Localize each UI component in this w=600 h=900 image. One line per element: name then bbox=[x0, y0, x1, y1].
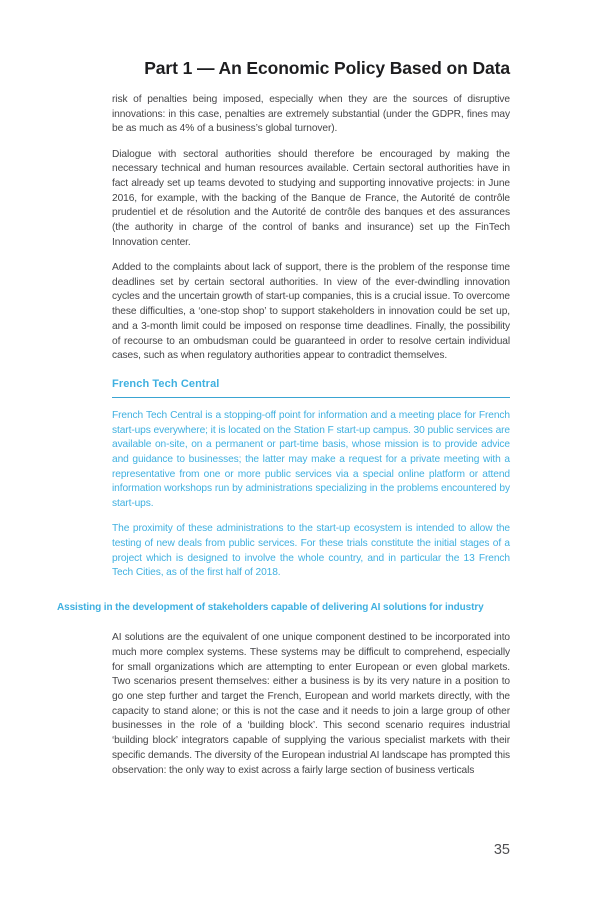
french-tech-central-paragraph-1: French Tech Central is a stopping-off point for information and a meeting place for French start-ups everywhere; it is located on the Station F start-up campus. 30 public services are available on-site, on a permanent or part-time basis, whose mission is to provide advice and guidance to businesses; the latter may make a request for a private meeting with a representative from one or more public services via a special online platform or attend information workshops run by administrations specializing in the problems encountered by start-ups. bbox=[112, 409, 510, 510]
page-title: Part 1 — An Economic Policy Based on Data bbox=[144, 57, 510, 78]
ai-section-paragraph-1: AI solutions are the equivalent of one unique component destined to be incorporated into much more complex systems. These systems may be difficult to comprehend, especially for small organizations which are attempting to enter European or even global markets. Two scenarios present themselves: either a business is by its very nature in a position to go one step further and target the French, European and world markets directly, with the capacity to stand alone; or this is not the case and it needs to join a large group of other businesses in the role of a ‘building block’. This second scenario requires industrial ‘building block’ integrators capable of supplying the various specialist markets with their specific demands. The diversity of the European industrial AI landscape has prompted this observation: the only way to exist across a fairly large section of business verticals bbox=[112, 632, 510, 776]
french-tech-central-heading: French Tech Central bbox=[112, 377, 220, 390]
body-column bbox=[57, 93, 510, 789]
intro-paragraph-1: risk of penalties being imposed, especially when they are the sources of disruptive innovations: in this case, penalties are extremely substantial (under the GDPR, fines may be as much as 4% of a business’s global turnover). bbox=[112, 94, 510, 135]
page-number: 35 bbox=[493, 842, 510, 858]
intro-paragraph-3: Added to the complaints about lack of support, there is the problem of the response time deadlines set by certain sectoral authorities. In view of the ever-dwindling innovation cycles and the uncertain growth of start-up companies, this is a crucial issue. To overcome these difficulties, a ‘one-stop shop’ to support stakeholders in innovation could be set up, and a 3-month limit could be imposed on response time deadlines. Finally, the possibility of recourse to an ombudsman could be guaranteed in order to resolve certain individual cases, such as when regulatory authorities appear to contradict themselves. bbox=[112, 262, 510, 362]
french-tech-central-divider bbox=[112, 397, 510, 398]
french-tech-central-paragraph-2: The proximity of these administrations to the start-up ecosystem is intended to allow the testing of new deals from public services. For these trials constitute the initial stages of a project which is designed to involve the whole country, and in particular the 13 French Tech Cities, as of the first half of 2018. bbox=[112, 523, 510, 579]
intro-paragraph-2: Dialogue with sectoral authorities should therefore be encouraged by making the necessary technical and human resources available. Certain sectoral authorities have in fact already set up teams devoted to studying and supporting innovative projects: in June 2016, for example, with the backing of the Banque de France, the Autorité de contrôle prudentiel et de résolution and the Autorité de contrôle des banques et des assurances (the authority in charge of the control of banks and insurance) set up the FinTech Innovation center. bbox=[112, 148, 510, 248]
ai-section-heading: Assisting in the development of stakeholders capable of delivering AI solutions for industry bbox=[57, 602, 484, 614]
